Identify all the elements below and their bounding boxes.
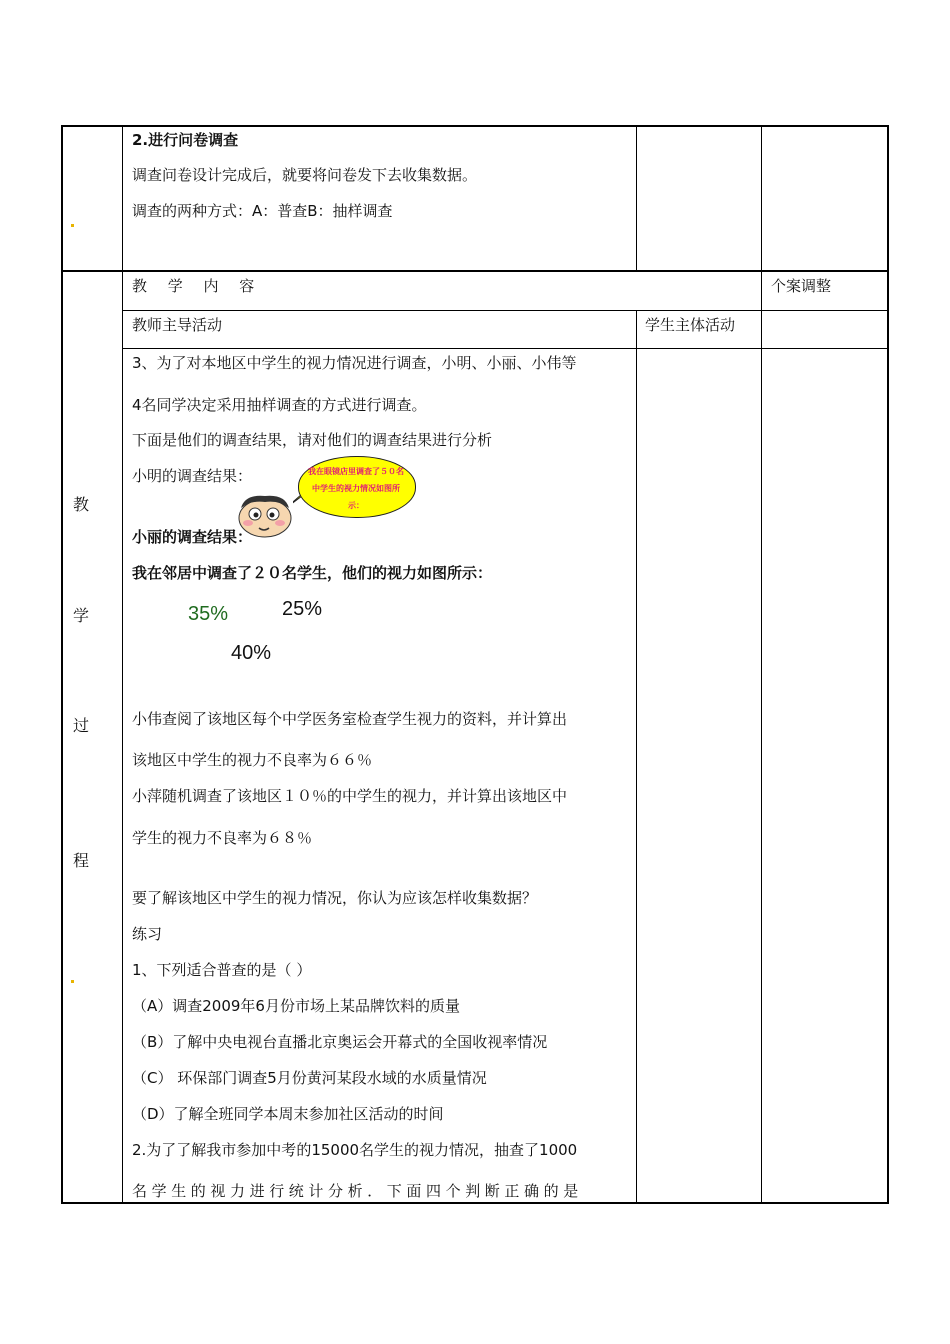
table-top-border xyxy=(61,125,889,127)
practice-question: 1、下列适合普查的是（ ） xyxy=(132,961,312,979)
xiaoping-text: 小萍随机调查了该地区１０％的中学生的视力，并计算出该地区中 xyxy=(132,787,568,805)
problem-text: 3、为了对本地区中学生的视力情况进行调查，小明、小丽、小伟等 xyxy=(132,354,577,372)
question-text: 要了解该地区中学生的视力情况，你认为应该怎样收集数据？ xyxy=(132,889,538,907)
xiaoli-title: 小丽的调查结果： xyxy=(132,528,253,546)
side-label-char: 教 xyxy=(73,495,90,514)
practice-option: （D）了解全班同学本周末参加社区活动的时间 xyxy=(132,1105,444,1123)
decorative-dot xyxy=(71,980,74,983)
speech-bubble-text: 我在眼镜店里调查了５０名中学生的视力情况如图所示： xyxy=(308,467,404,510)
practice-question: 名学生的视力进行统计分析．下面四个判断正确的是 xyxy=(132,1182,583,1200)
table-col-divider-right xyxy=(761,125,762,1203)
xiaoli-text: 我在邻居中调查了２０名学生，他们的视力如图所示： xyxy=(132,564,493,582)
practice-question: 2.为了了解我市参加中考的15000名学生的视力情况，抽查了1000 xyxy=(132,1141,578,1159)
xiaowei-text: 小伟查阅了该地区每个中学医务室检查学生视力的资料，并计算出 xyxy=(132,710,568,728)
student-column-title: 学生主体活动 xyxy=(645,316,736,334)
adjust-column-title: 个案调整 xyxy=(771,277,832,295)
practice-option: （B）了解中央电视台直播北京奥运会开幕式的全国收视率情况 xyxy=(132,1033,548,1051)
side-label-char: 过 xyxy=(73,716,90,735)
section-text: 调查问卷设计完成后，就要将问卷发下去收集数据。 xyxy=(132,166,478,184)
problem-text: 下面是他们的调查结果，请对他们的调查结果进行分析 xyxy=(132,431,493,449)
table-side-column-divider xyxy=(122,125,123,1203)
decorative-dot xyxy=(71,224,74,227)
table-right-border xyxy=(887,125,889,1203)
teacher-column-title: 教师主导活动 xyxy=(132,316,223,334)
percent-label: 35% xyxy=(188,603,229,625)
percent-label: 25% xyxy=(282,598,323,620)
problem-text: 4名同学决定采用抽样调查的方式进行调查。 xyxy=(132,396,427,414)
content-column-title: 教 学 内 容 xyxy=(132,277,263,295)
table-left-border xyxy=(61,125,63,1203)
practice-option: （C） 环保部门调查5月份黄河某段水域的水质量情况 xyxy=(132,1069,487,1087)
section-text: 调查的两种方式：A：普查B：抽样调查 xyxy=(132,202,393,220)
side-label-char: 学 xyxy=(73,606,90,625)
table-header-divider xyxy=(122,310,889,311)
practice-option: （A）调查2009年6月份市场上某品牌饮料的质量 xyxy=(132,997,460,1015)
table-subheader-divider xyxy=(122,348,889,349)
xiaowei-text: 该地区中学生的视力不良率为６６％ xyxy=(132,751,373,769)
section-heading: 2.进行问卷调查 xyxy=(132,131,239,149)
table-bottom-border xyxy=(61,1202,889,1204)
xiaoming-label: 小明的调查结果： xyxy=(132,467,253,485)
table-col-divider-upper xyxy=(636,125,637,271)
practice-title: 练习 xyxy=(132,925,163,943)
table-section-divider xyxy=(61,270,889,272)
table-col-divider-lower xyxy=(636,310,637,1203)
xiaoping-text: 学生的视力不良率为６８％ xyxy=(132,829,313,847)
percent-label: 40% xyxy=(231,642,272,664)
side-label-char: 程 xyxy=(73,851,90,870)
